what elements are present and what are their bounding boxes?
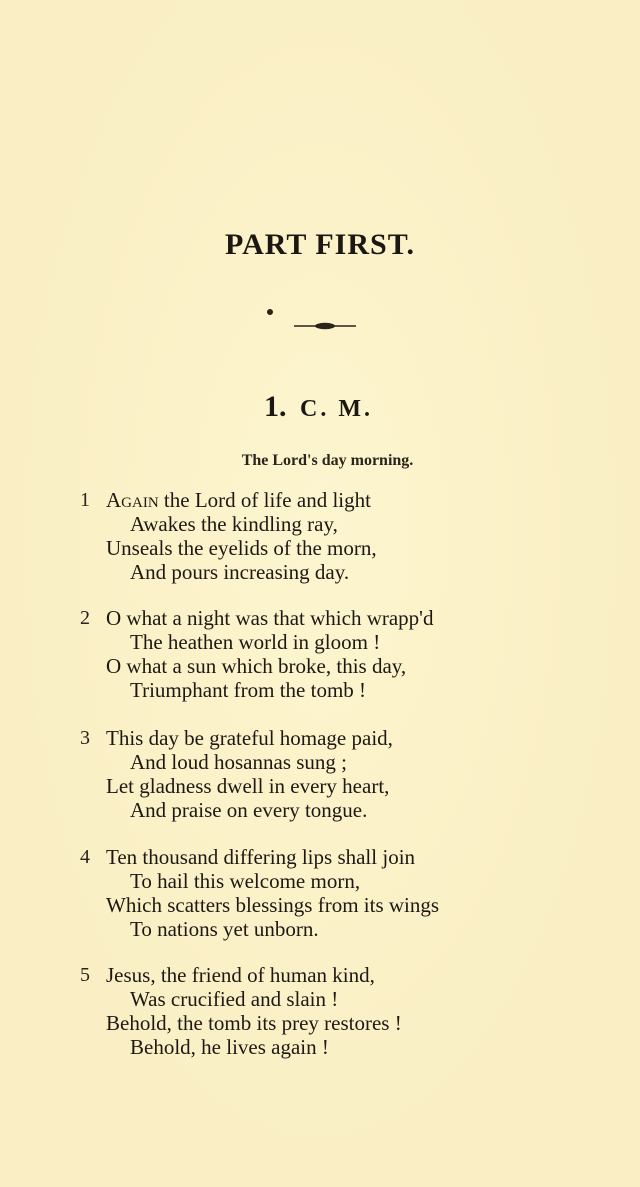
verse-line: Was crucified and slain ! (130, 987, 339, 1011)
verse-number: 5 (80, 964, 90, 986)
part-title: PART FIRST. (225, 228, 415, 261)
verse-line: The heathen world in gloom ! (130, 630, 381, 654)
verse-line: Triumphant from the tomb ! (130, 678, 367, 702)
verse-line: Unseals the eyelids of the morn, (106, 536, 377, 560)
verse-line: Which scatters blessings from its wings (106, 893, 440, 917)
verse-line: To nations yet unborn. (130, 917, 319, 941)
verse-line (106, 488, 371, 512)
verse-line: Let gladness dwell in every heart, (106, 774, 390, 798)
ornament-dot (267, 309, 273, 315)
divider-ornament-icon (294, 320, 356, 332)
verse-line: Jesus, the friend of human kind, (106, 963, 375, 987)
verse-number: 3 (80, 727, 90, 749)
verse-line: And praise on every tongue. (130, 798, 368, 822)
verse-number: 1 (80, 489, 90, 511)
verse-line: To hail this welcome morn, (130, 869, 361, 893)
verse-line: And loud hosannas sung ; (130, 750, 347, 774)
verse-line: O what a sun which broke, this day, (106, 654, 407, 678)
verse-line: Ten thousand differing lips shall join (106, 845, 416, 869)
verse-line: This day be grateful homage paid, (106, 726, 393, 750)
hymn-meter: C. M. (300, 396, 373, 422)
verse-line-rest: the Lord of life and light (158, 488, 371, 512)
verse-line: Behold, the tomb its prey restores ! (106, 1011, 402, 1035)
verse-number: 2 (80, 607, 90, 629)
verse-line: O what a night was that which wrapp'd (106, 606, 434, 630)
hymn-heading (264, 390, 373, 424)
verse-number: 4 (80, 846, 90, 868)
verse-line: Behold, he lives again ! (130, 1035, 329, 1059)
verse-line: Awakes the kindling ray, (130, 512, 338, 536)
hymn-number: 1. (264, 390, 287, 423)
hymn-subtitle: The Lord's day morning. (241, 452, 414, 469)
verse-first-word: Again (106, 488, 159, 512)
verse-line: And pours increasing day. (130, 560, 350, 584)
